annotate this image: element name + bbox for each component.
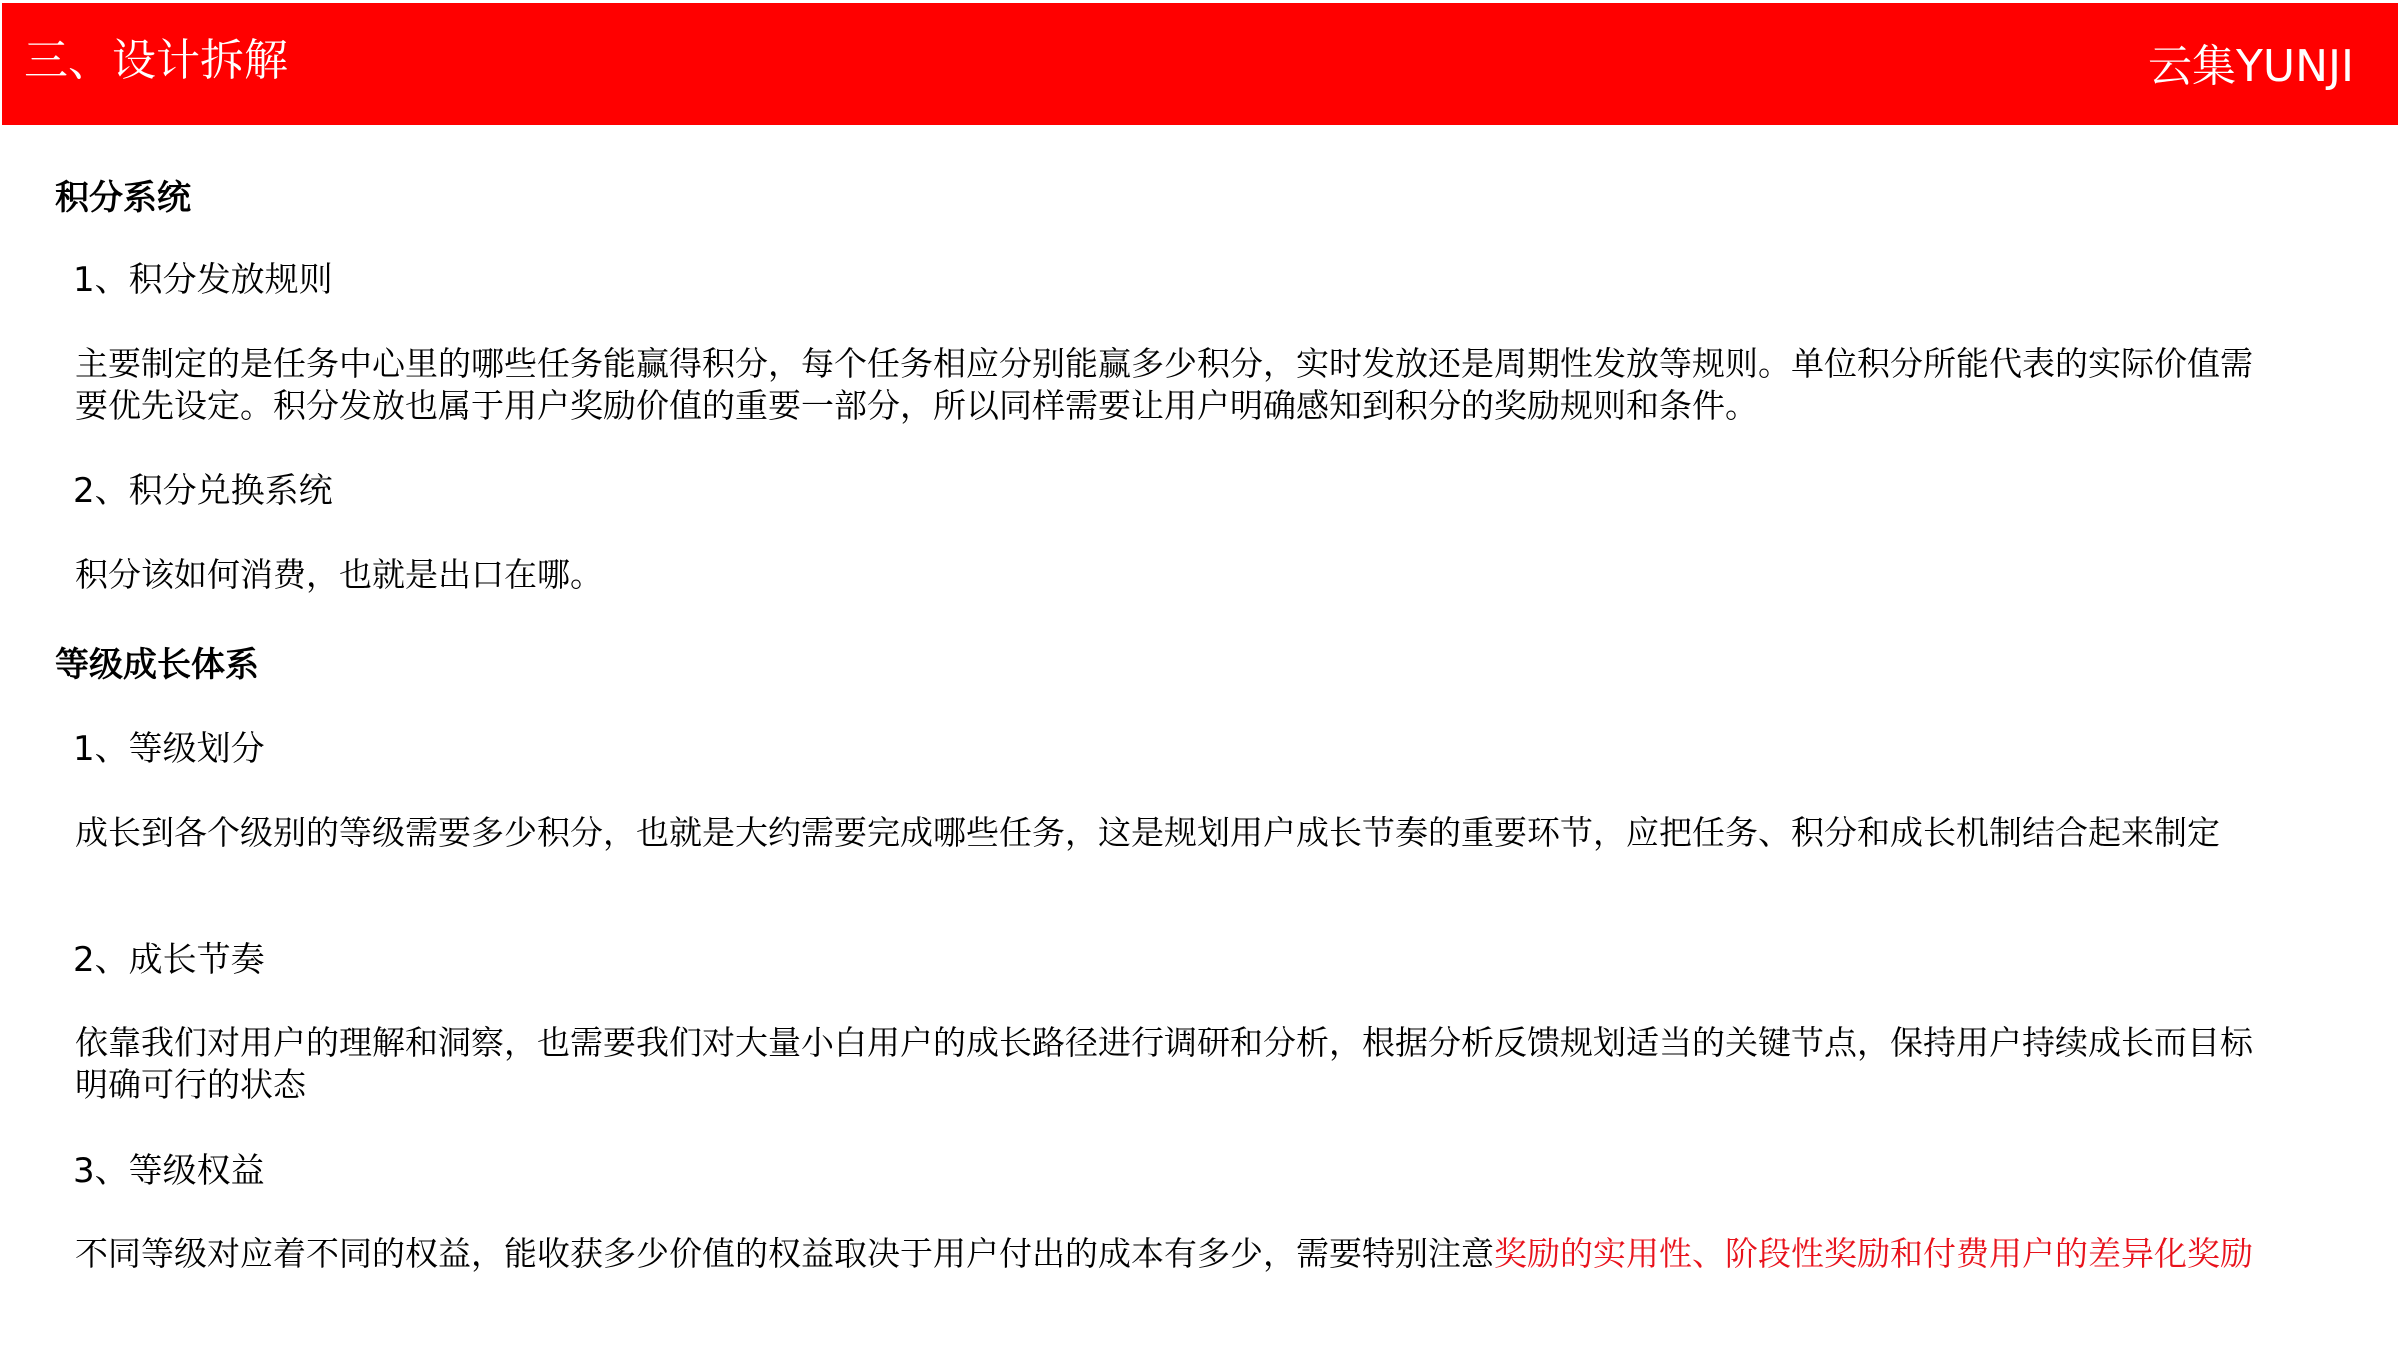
page-title: 三、设计拆解 [24, 35, 288, 86]
paragraph-level-benefits-text: 不同等级对应着不同的权益，能收获多少价值的权益取决于用户付出的成本有多少，需要特别注意 [75, 1234, 1494, 1273]
section-heading-level-growth-system: 等级成长体系 [55, 645, 259, 685]
subheading-points-issuance-rules: 1、积分发放规则 [73, 260, 333, 300]
highlighted-text: 奖励的实用性、阶段性奖励和付费用户的差异化奖励 [1494, 1234, 2253, 1273]
paragraph-level-benefits [75, 1233, 2255, 1275]
paragraph-points-exchange-system: 积分该如何消费，也就是出口在哪。 [75, 555, 603, 594]
subheading-level-division: 1、等级划分 [73, 729, 265, 769]
subheading-level-benefits: 3、等级权益 [73, 1151, 265, 1191]
paragraph-points-issuance-rules: 主要制定的是任务中心里的哪些任务能赢得积分，每个任务相应分别能赢多少积分，实时发放还是周期性发放等规则。单位积分所能代表的实际价值需要优先设定。积分发放也属于用户奖励价值的重要一部分，所以同样需要让用户明确感知到积分的奖励规则和条件。 [75, 344, 2253, 425]
subheading-points-exchange-system: 2、积分兑换系统 [73, 471, 333, 511]
paragraph-level-division: 成长到各个级别的等级需要多少积分，也就是大约需要完成哪些任务，这是规划用户成长节奏的重要环节，应把任务、积分和成长机制结合起来制定 [75, 813, 2220, 852]
subheading-growth-rhythm: 2、成长节奏 [73, 940, 265, 980]
paragraph-growth-rhythm: 依靠我们对用户的理解和洞察，也需要我们对大量小白用户的成长路径进行调研和分析，根据分析反馈规划适当的关键节点，保持用户持续成长而目标明确可行的状态 [75, 1023, 2253, 1104]
brand-logo-text: 云集YUNJI [2148, 41, 2354, 92]
section-heading-points-system: 积分系统 [55, 178, 191, 218]
